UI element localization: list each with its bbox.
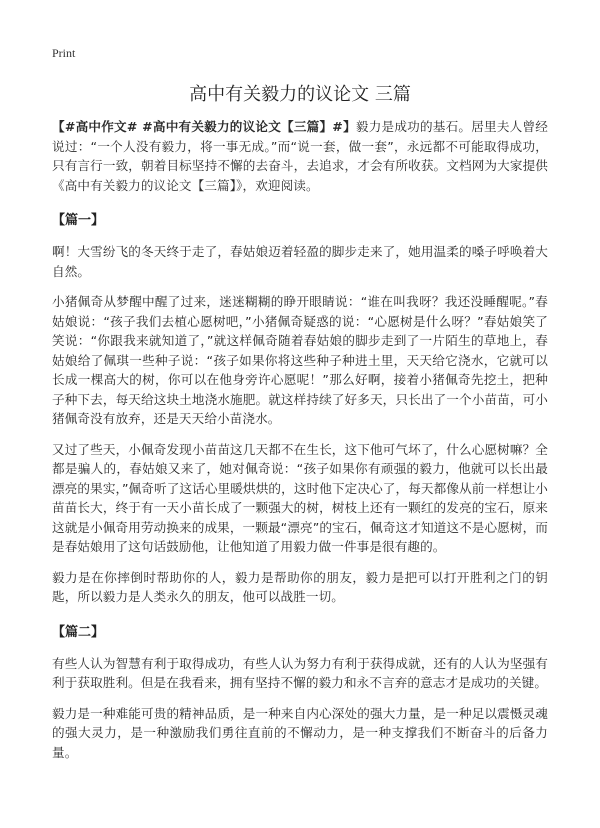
- paragraph: 有些人认为智慧有利于取得成功，有些人认为努力有利于获得成就，还有的人认为坚强有利于获取胜利。但是在我看来，拥有坚持不懈的毅力和永不言弃的意志才是成功的关键。: [52, 655, 548, 690]
- page-title: 高中有关毅力的议论文 三篇: [189, 84, 411, 105]
- print-link[interactable]: Print: [52, 46, 76, 60]
- section-heading-1: 【篇一】: [52, 213, 105, 228]
- paragraph: 毅力是一种难能可贵的精神品质，是一种来自内心深处的强大力量，是一种足以震慑灵魂的强大灵力，是一种激励我们勇往直前的不懈动力，是一种支撑我们不断奋斗的后备力量。: [52, 705, 548, 760]
- section-heading-2: 【篇二】: [52, 624, 105, 640]
- intro-paragraph: [52, 117, 548, 195]
- intro-tag: 【#高中作文# #高中有关毅力的议论文【三篇】#】: [52, 119, 356, 134]
- paragraph: 又过了些天，小佩奇发现小苗苗这几天都不在生长，这下他可气坏了，什么心愿树嘛？全都是骗人的，春姑娘又来了，她对佩奇说：“孩子如果你有顽强的毅力，他就可以长出最漂亮的果实，”佩奇听了这话心里暖烘烘的，这时他下定决心了，每天都像从前一样想让小苗苗长大，终于有一天小苗长成了一颗强大的树，树枝上还有一颗红的发亮的宝石，原来这就是小佩奇用劳动换来的成果，一颗最“漂亮”的宝石，佩奇这才知道这不是心愿树，而是春姑娘用了这句话鼓励他，让他知道了用毅力做一件事是很有趣的。: [52, 441, 548, 554]
- paragraph: 毅力是在你摔倒时帮助你的人，毅力是帮助你的朋友，毅力是把可以打开胜利之门的钥匙，所以毅力是人类永久的朋友，他可以战胜一切。: [52, 569, 548, 604]
- paragraph: 啊！大雪纷飞的冬天终于走了，春姑娘迈着轻盈的脚步走来了，她用温柔的嗓子呼唤着大自然。: [52, 244, 548, 279]
- paragraph: 小猪佩奇从梦醒中醒了过来，迷迷糊糊的睁开眼睛说：“谁在叫我呀？我还没睡醒呢。”春姑娘说：“孩子我们去植心愿树吧，”小猪佩奇疑惑的说：“心愿树是什么呀？”春姑娘笑了笑说：“你跟我来就知道了，”就这样佩奇随着春姑娘的脚步走到了一片陌生的草地上，春姑娘给了佩琪一些种子说：“孩子如果你将这些种子种进土里，天天给它浇水，它就可以长成一棵高大的树，你可以在他身旁许心愿呢！”那么好啊，接着小猪佩奇先挖土，把种子种下去，每天给这块土地浇水施肥。就这样持续了好多天，只长出了一个小苗苗，可小猪佩奇没有放弃，还是天天给小苗浇水。: [52, 294, 548, 426]
- article-body: [52, 117, 548, 773]
- intro-text: 毅力是成功的基石。居里夫人曾经说过：“一个人没有毅力，将一事无成。”而“说一套，做一套”，永远都不可能取得成功，只有言行一致，朝着目标坚持不懈的去奋斗，去追求，才会有所收获。文档网为大家提供《高中有关毅力的议论文【三篇】》，欢迎阅读。: [52, 119, 549, 193]
